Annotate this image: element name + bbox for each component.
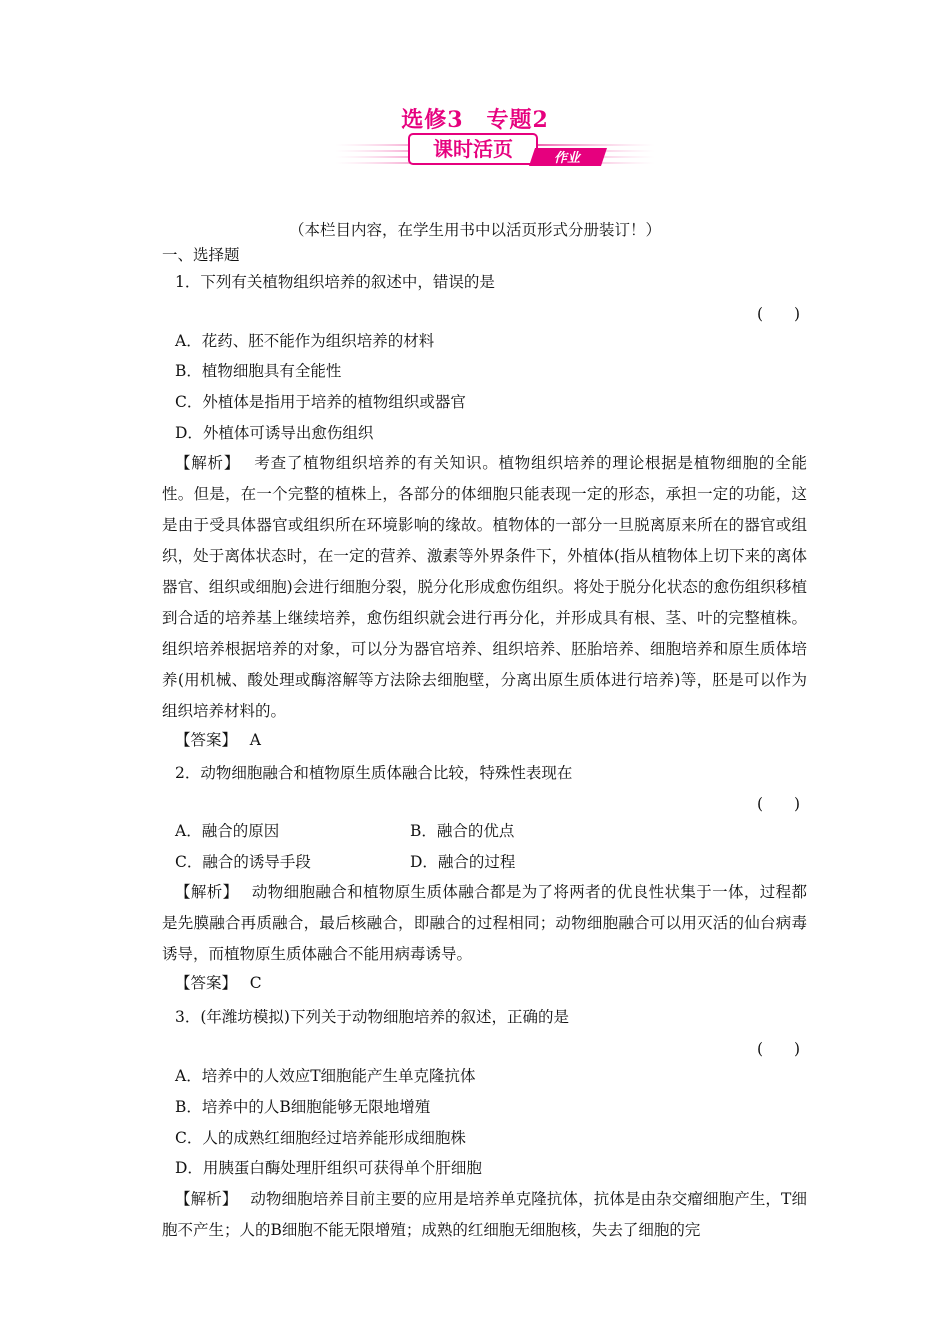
q2-analysis bbox=[162, 877, 807, 970]
q3-answer-blank: ( ) bbox=[757, 1040, 801, 1058]
q1-analysis bbox=[162, 448, 807, 727]
q2-answer bbox=[162, 968, 807, 999]
q1-option-b: B．植物细胞具有全能性 bbox=[175, 362, 342, 380]
q1-answer-blank: ( ) bbox=[757, 305, 801, 323]
q2-option-a: A．融合的原因 bbox=[175, 822, 280, 840]
q1-answer-tag: 【答案】 bbox=[175, 731, 230, 749]
q3-option-b: B．培养中的人B细胞能够无限地增殖 bbox=[175, 1098, 431, 1116]
q1-stem: 1．下列有关植物组织培养的叙述中，错误的是 bbox=[175, 273, 495, 291]
q3-analysis-text: 动物细胞培养目前主要的应用是培养单克隆抗体，抗体是由杂交瘤细胞产生，T细胞不产生；人的B细胞不能无限增殖；成熟的红细胞无细胞核，失去了细胞的完 bbox=[162, 1190, 807, 1239]
banner-logo bbox=[335, 130, 655, 174]
q3-option-d: D．用胰蛋白酶处理肝组织可获得单个肝细胞 bbox=[175, 1159, 482, 1177]
q3-option-c: C．人的成熟红细胞经过培养能形成细胞株 bbox=[175, 1129, 466, 1147]
q1-option-c: C．外植体是指用于培养的植物组织或器官 bbox=[175, 393, 466, 411]
svg-text:作业: 作业 bbox=[553, 151, 581, 166]
q3-analysis-tag: 【解析】 bbox=[175, 1190, 230, 1208]
q1-analysis-text: 考查了植物组织培养的有关知识。植物组织培养的理论根据是植物细胞的全能性。但是，在一个完整的植株上，各部分的体细胞只能表现一定的形态，承担一定的功能，这是由于受具体器官或组织所在环境影响的缘故。植物体的一部分一旦脱离原来所在的器官或组织，处于离体状态时，在一定的营养、激素等外界条件下，外植体(指从植物体上切下来的离体器官、组织或细胞)会进行细胞分裂，脱分化形成愈伤组织。将处于脱分化状态的愈伤组织移植到合适的培养基上继续培养，愈伤组织就会进行再分化，并形成具有根、茎、叶的完整植株。组织培养根据培养的对象，可以分为器官培养、组织培养、胚胎培养、细胞培养和原生质体培养(用机械、酸处理或酶溶解等方法除去细胞壁，分离出原生质体进行培养)等，胚是可以作为组织培养材料的。 bbox=[162, 454, 807, 720]
q3-stem: 3．(年潍坊模拟)下列关于动物细胞培养的叙述，正确的是 bbox=[175, 1008, 569, 1026]
q2-analysis-text: 动物细胞融合和植物原生质体融合都是为了将两者的优良性状集于一体，过程都是先膜融合再质融合，最后核融合，即融合的过程相同；动物细胞融合可以用灭活的仙台病毒诱导，而植物原生质体融合不能用病毒诱导。 bbox=[162, 883, 807, 963]
q1-option-a: A．花药、胚不能作为组织培养的材料 bbox=[175, 332, 435, 350]
q3-analysis bbox=[162, 1184, 807, 1246]
svg-text:课时活页: 课时活页 bbox=[433, 137, 513, 161]
q2-answer-blank: ( ) bbox=[757, 795, 801, 813]
q2-answer-tag: 【答案】 bbox=[175, 974, 230, 992]
q2-stem: 2．动物细胞融合和植物原生质体融合比较，特殊性表现在 bbox=[175, 764, 573, 782]
section-heading: 一、选择题 bbox=[162, 246, 240, 264]
q1-answer-value: A bbox=[249, 731, 261, 749]
q2-analysis-tag: 【解析】 bbox=[175, 883, 231, 901]
q3-option-a: A．培养中的人效应T细胞能产生单克隆抗体 bbox=[175, 1067, 476, 1085]
q2-option-c: C．融合的诱导手段 bbox=[175, 853, 311, 871]
q1-option-d: D．外植体可诱导出愈伤组织 bbox=[175, 424, 374, 442]
q2-answer-value: C bbox=[249, 974, 262, 992]
q1-analysis-tag: 【解析】 bbox=[175, 454, 233, 472]
q1-answer bbox=[162, 725, 807, 756]
page-title: 选修3 专题2 bbox=[401, 107, 549, 133]
q2-option-d: D．融合的过程 bbox=[410, 853, 516, 871]
binding-note: （本栏目内容，在学生用书中以活页形式分册装订！） bbox=[288, 221, 661, 239]
q2-option-b: B．融合的优点 bbox=[410, 822, 515, 840]
